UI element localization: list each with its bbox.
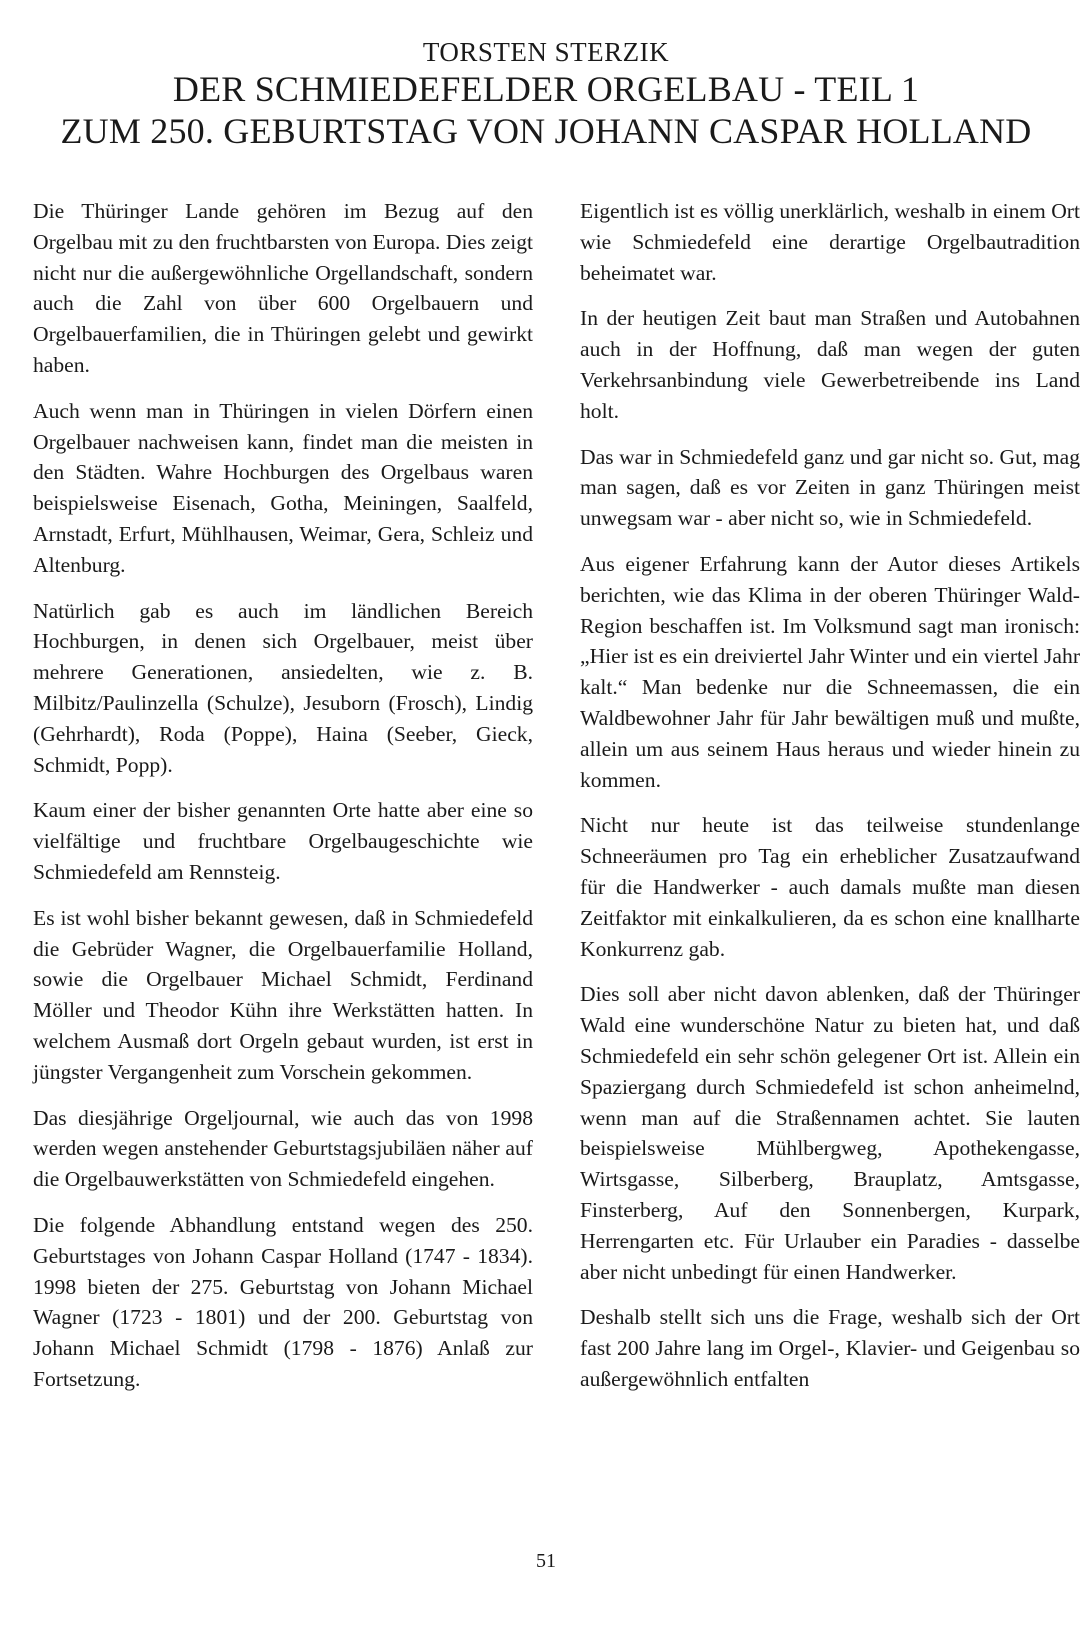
author-name: TORSTEN STERZIK bbox=[422, 37, 670, 67]
page-number: 51 bbox=[536, 1550, 556, 1572]
article-header bbox=[0, 36, 1092, 152]
paragraph: In der heutigen Zeit baut man Straßen und Autobahnen auch in der Hoffnung, daß man wegen der guten Verkehrsanbindung viele Gewerbetreibende ins Land holt. bbox=[580, 306, 1080, 423]
paragraph: Die Thüringer Lande gehören im Bezug auf den Orgelbau mit zu den fruchtbarsten von Europa. Dies zeigt nicht nur die außergewöhnliche Orgellandschaft, sondern auch die Zahl von über 600 Orgelbauern und Orgelbauerfamilien, die in Thüringen gelebt und gewirkt haben. bbox=[33, 199, 533, 377]
paragraph: Nicht nur heute ist das teilweise stundenlange Schneeräumen pro Tag ein erheblicher Zusatzaufwand für die Handwerker - auch damals mußte man diesen Zeitfaktor mit einkalkulieren, da es schon eine knallharte Konkurrenz gab. bbox=[580, 813, 1080, 961]
paragraph: Das war in Schmiedefeld ganz und gar nicht so. Gut, mag man sagen, daß es vor Zeiten in ganz Thüringen meist unwegsam war - aber nicht so, wie in Schmiedefeld. bbox=[580, 444, 1080, 531]
paragraph: Eigentlich ist es völlig unerklärlich, weshalb in einem Ort wie Schmiedefeld eine derartige Orgelbautradition beheimatet war. bbox=[580, 199, 1080, 285]
article-title-line-1: DER SCHMIEDEFELDER ORGELBAU - TEIL 1 bbox=[172, 69, 920, 109]
paragraph: Es ist wohl bisher bekannt gewesen, daß in Schmiedefeld die Gebrüder Wagner, die Orgelbauerfamilie Holland, sowie die Orgelbauer Michael Schmidt, Ferdinand Möller und Theodor Kühn ihre Werkstätten hatten. In welchem Ausmaß dort Orgeln gebaut wurden, ist erst in jüngster Vergangenheit zum Vorschein gekommen. bbox=[33, 905, 533, 1084]
paragraph: Kaum einer der bisher genannten Orte hatte aber eine so vielfältige und fruchtbare Orgelbaugeschichte wie Schmiedefeld am Rennsteig. bbox=[33, 798, 533, 884]
paragraph: Aus eigener Erfahrung kann der Autor dieses Artikels berichten, wie das Klima in der oberen Thüringer Wald-Region beschaffen ist. Im Volksmund sagt man ironisch: „Hier ist es ein dreiviertel Jahr Winter und ein viertel Jahr kalt.“ Man bedenke nur die Schneemassen, die ein Waldbewohner Jahr für Jahr bewältigen muß und mußte, allein um aus seinem Haus heraus und wieder hinein zu kommen. bbox=[580, 551, 1081, 792]
paragraph: Die folgende Abhandlung entstand wegen des 250. Geburtstages von Johann Caspar Holland (1747 - 1834). 1998 bieten der 275. Geburtstag von Johann Michael Wagner (1723 - 1801) und der 200. Geburtstag von Johann Michael Schmidt (1798 - 1876) Anlaß zur Fortsetzung. bbox=[33, 1212, 533, 1391]
left-text-column bbox=[33, 196, 533, 1410]
paragraph: Auch wenn man in Thüringen in vielen Dörfern einen Orgelbauer nachweisen kann, findet man die meisten in den Städten. Wahre Hochburgen des Orgelbaus waren beispielsweise Eisenach, Gotha, Meiningen, Saalfeld, Arnstadt, Erfurt, Mühlhausen, Weimar, Gera, Schleiz und Altenburg. bbox=[33, 398, 533, 577]
right-text-column bbox=[580, 196, 1080, 1410]
paragraph: Das diesjährige Orgeljournal, wie auch das von 1998 werden wegen anstehender Geburtstagsjubiläen näher auf die Orgelbauwerkstätten von Schmiedefeld eingehen. bbox=[33, 1105, 533, 1192]
paragraph: Dies soll aber nicht davon ablenken, daß der Thüringer Wald eine wunderschöne Natur zu bieten hat, und daß Schmiedefeld ein sehr schön gelegener Ort ist. Allein ein Spaziergang durch Schmiedefeld ist schon anheimelnd, wenn man auf die Straßennamen achtet. Sie lauten beispielsweise Mühlbergweg, Apothekengasse, Wirtsgasse, Silberberg, Brauplatz, Amtsgasse, Finsterberg, Auf den Sonnenbergen, Kurpark, Herrengarten etc. Für Urlauber ein Paradies - dasselbe aber nicht unbedingt für einen Handwerker. bbox=[580, 982, 1080, 1284]
paragraph: Natürlich gab es auch im ländlichen Bereich Hochburgen, in denen sich Orgelbauer, meist über mehrere Generationen, ansiedelten, wie z. B. Milbitz/Paulinzella (Schulze), Jesuborn (Frosch), Lindig (Gehrhardt), Roda (Poppe), Haina (Seeber, Gieck, Schmidt, Popp). bbox=[33, 598, 533, 777]
article-title-line-2: ZUM 250. GEBURTSTAG VON JOHANN CASPAR HOLLAND bbox=[60, 111, 1032, 151]
paragraph: Deshalb stellt sich uns die Frage, weshalb sich der Ort fast 200 Jahre lang im Orgel-, Klavier- und Geigenbau so außergewöhnlich entfalten bbox=[580, 1305, 1080, 1391]
